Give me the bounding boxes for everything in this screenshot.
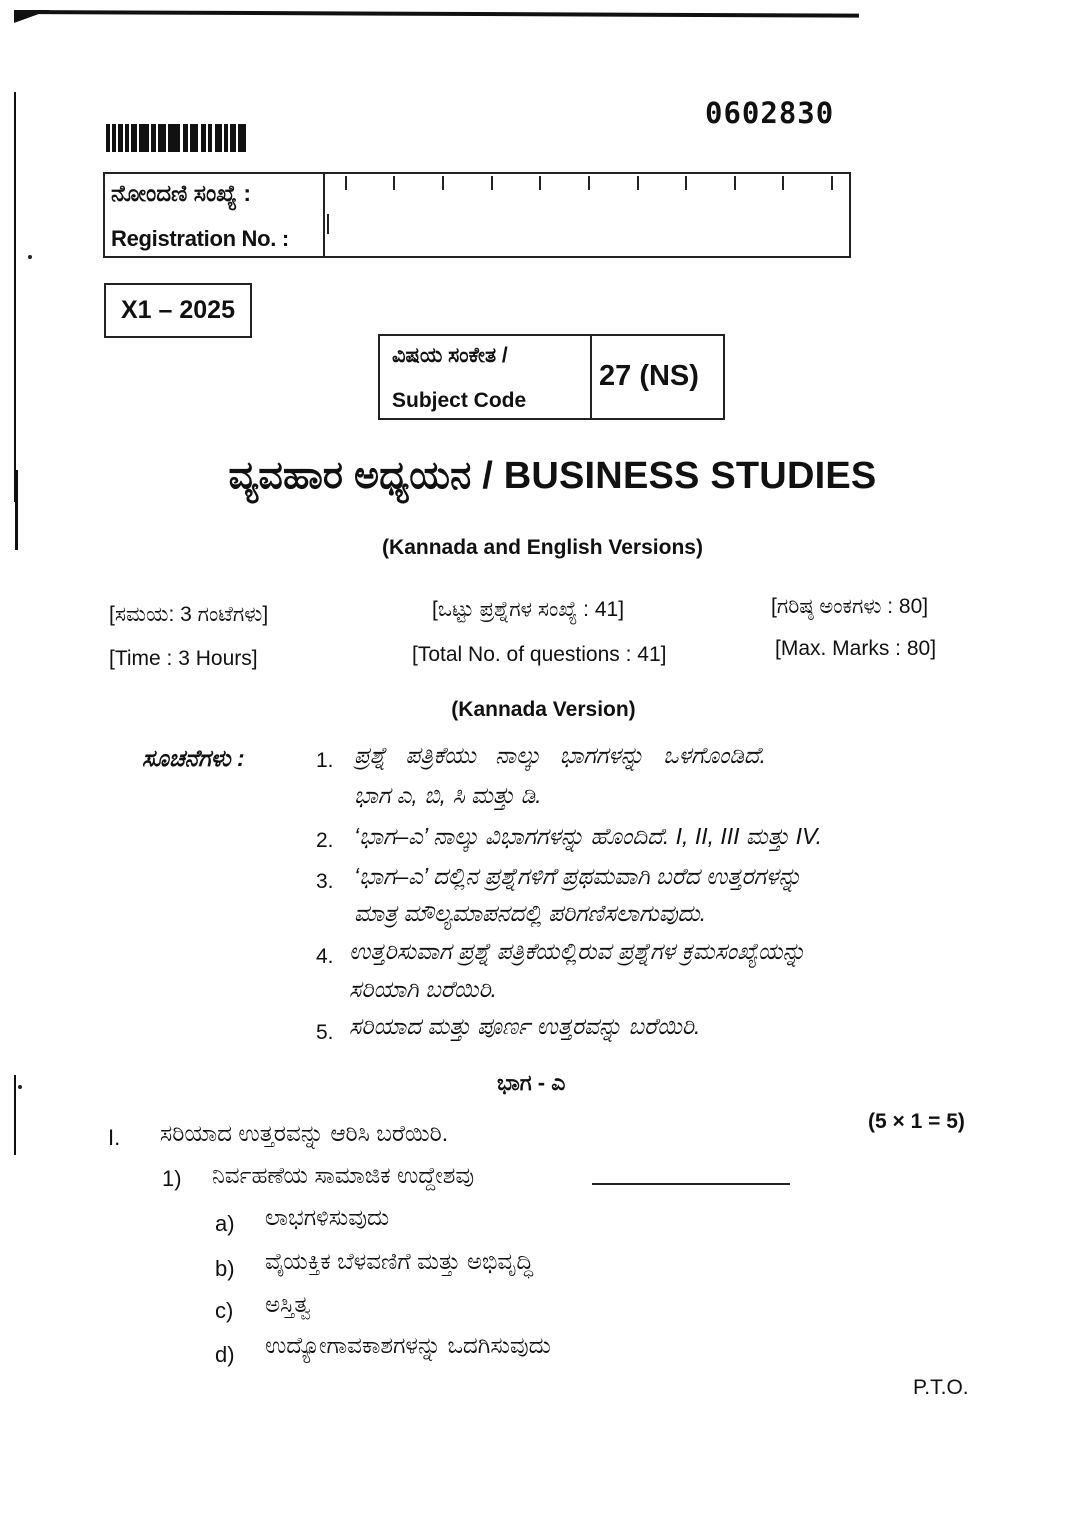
section-number: I. [108, 1125, 121, 1150]
instruction-number: 2. [316, 829, 334, 852]
instruction-line: ಪ್ರಶ್ನೆ ಪತ್ರಿಕೆಯು ನಾಲ್ಕು ಭಾಗಗಳನ್ನು ಒಳಗೊಂಡಿದೆ. [354, 742, 766, 768]
registration-field-mark [327, 214, 329, 234]
scan-left-mark [14, 92, 16, 502]
instruction-line: ಉತ್ತರಿಸುವಾಗ ಪ್ರಶ್ನೆ ಪತ್ರಿಕೆಯಲ್ಲಿರುವ ಪ್ರಶ್ನೆಗಳ ಕ್ರಮಸಂಖ್ಯೆಯನ್ನು [349, 938, 806, 964]
page-footer-pto: P.T.O. [913, 1376, 969, 1399]
instruction-line: ಭಾಗ ಎ, ಬಿ, ಸಿ ಮತ್ತು ಡಿ. [354, 782, 542, 808]
instruction-line: ‘ಭಾಗ–ಎ’ ನಾಲ್ಕು ವಿಭಾಗಗಳನ್ನು ಹೊಂದಿದೆ. I, II, III ಮತ್ತು IV. [354, 823, 823, 849]
subject-code-box [378, 334, 725, 420]
time-english: [Time : 3 Hours] [109, 647, 258, 670]
exam-code-box: X1 – 2025 [104, 283, 252, 338]
subject-label-kannada: ವಿಷಯ ಸಂಕೇತ / [392, 344, 508, 367]
subject-label-english: Subject Code [392, 389, 527, 412]
marks-kannada: [ಗರಿಷ್ಠ ಅಂಕಗಳು : 80] [771, 595, 929, 618]
registration-digit-field[interactable] [345, 176, 845, 192]
option-text: ಅಸ್ತಿತ್ವ [265, 1291, 311, 1317]
instructions-label: ಸೂಚನೆಗಳು : [142, 745, 245, 771]
instruction-line: ಮಾತ್ರ ಮೌಲ್ಯಮಾಪನದಲ್ಲಿ ಪರಿಗಣಿಸಲಾಗುವುದು. [354, 900, 707, 926]
marks-english: [Max. Marks : 80] [775, 637, 937, 660]
option-text: ಲಾಭಗಳಿಸುವುದು [265, 1204, 390, 1230]
instruction-line: ಸರಿಯಾಗಿ ಬರೆಯಿರಿ. [349, 976, 497, 1002]
paper-title: ವ್ಯವಹಾರ ಅಧ್ಯಯನ / BUSINESS STUDIES [228, 455, 877, 497]
option-label: a) [215, 1211, 235, 1236]
instruction-line: ಸರಿಯಾದ ಮತ್ತು ಪೂರ್ಣ ಉತ್ತರವನ್ನು ಬರೆಯಿರಿ. [349, 1013, 701, 1039]
subject-code-value: 27 (NS) [599, 360, 699, 392]
scan-dot [18, 1085, 22, 1089]
option-text: ವೈಯಕ್ತಿಕ ಬೆಳವಣಿಗೆ ಮತ್ತು ಅಭಿವೃದ್ಧಿ [265, 1248, 534, 1274]
instruction-line: ‘ಭಾಗ–ಎ’ ದಲ್ಲಿನ ಪ್ರಶ್ನೆಗಳಿಗೆ ಪ್ರಥಮವಾಗಿ ಬರೆದ ಉತ್ತರಗಳನ್ನು [354, 863, 802, 889]
instruction-number: 4. [316, 945, 334, 968]
option-text: ಉದ್ಯೋಗಾವಕಾಶಗಳನ್ನು ಒದಗಿಸುವುದು [265, 1332, 551, 1358]
section-instruction: ಸರಿಯಾದ ಉತ್ತರವನ್ನು ಆರಿಸಿ ಬರೆಯಿರಿ. [160, 1120, 449, 1146]
questions-kannada: [ಒಟ್ಟು ಪ್ರಶ್ನೆಗಳ ಸಂಖ್ಯೆ : 41] [432, 598, 625, 621]
registration-label-kannada: ನೋಂದಣಿ ಸಂಖ್ಯೆ : [111, 180, 252, 206]
questions-english: [Total No. of questions : 41] [412, 643, 667, 666]
subject-label-cell [380, 336, 592, 418]
question-number: 1) [162, 1166, 182, 1191]
versions-note: (Kannada and English Versions) [382, 536, 703, 559]
option-label: c) [215, 1298, 234, 1323]
option-label: b) [215, 1256, 235, 1281]
barcode-image [106, 124, 246, 152]
scan-corner-mark [14, 10, 54, 32]
registration-label-cell [105, 174, 325, 256]
time-kannada: [ಸಮಯ: 3 ಗಂಟೆಗಳು] [109, 603, 269, 626]
section-marks: (5 × 1 = 5) [868, 1110, 965, 1133]
scan-top-border [14, 10, 859, 18]
option-label: d) [215, 1342, 235, 1367]
scan-left-mark [14, 1075, 16, 1155]
registration-box [103, 172, 851, 258]
kannada-version-heading: (Kannada Version) [451, 698, 636, 721]
scan-dot [28, 255, 32, 259]
question-text: ನಿರ್ವಹಣೆಯ ಸಾಮಾಜಿಕ ಉದ್ದೇಶವು [212, 1162, 475, 1188]
instruction-number: 5. [316, 1021, 334, 1044]
instruction-number: 1. [316, 749, 334, 772]
serial-number: 0602830 [705, 96, 835, 130]
registration-label-english: Registration No. : [111, 226, 289, 251]
instruction-number: 3. [316, 870, 334, 893]
answer-blank [592, 1183, 790, 1185]
part-heading: ಭಾಗ - ಎ [497, 1070, 566, 1095]
